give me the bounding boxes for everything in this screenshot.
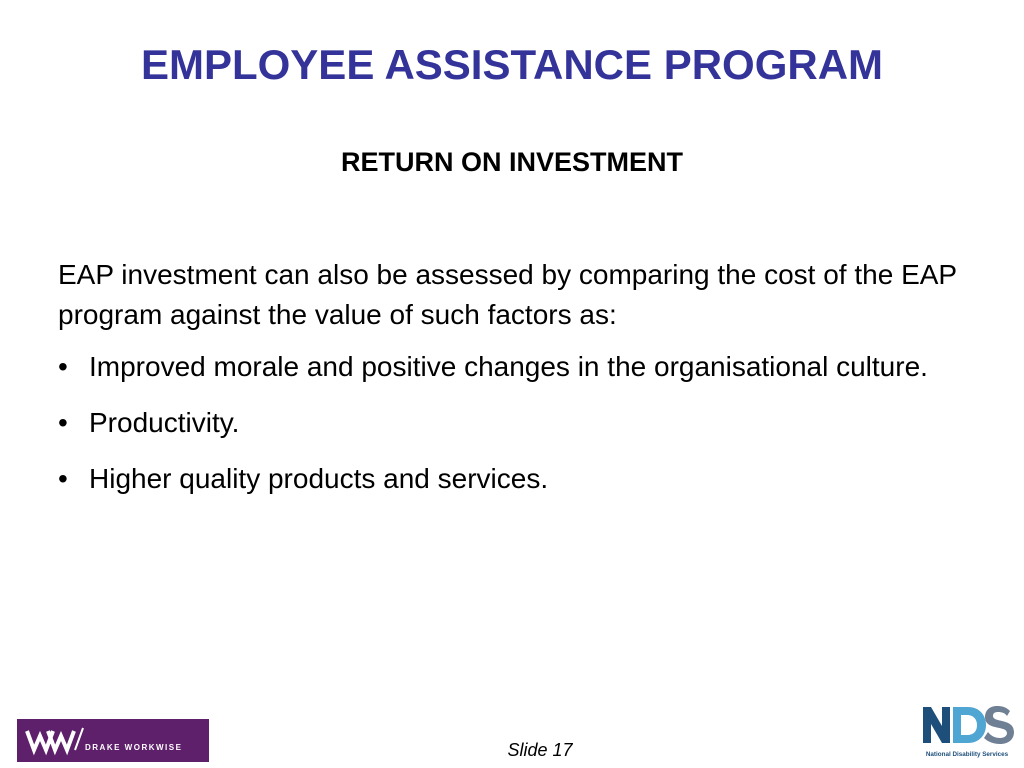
bullet-list bbox=[58, 347, 968, 499]
drake-workwise-logo bbox=[17, 719, 209, 762]
nds-n-mark bbox=[923, 707, 950, 743]
slide-title: EMPLOYEE ASSISTANCE PROGRAM bbox=[140, 41, 884, 88]
drake-workwise-logo-text: DRAKE WORKWISE bbox=[85, 743, 183, 752]
nds-s-mark bbox=[984, 706, 1014, 744]
bullet-text: Improved morale and positive changes in the organisational culture. bbox=[89, 351, 928, 382]
bullet-item bbox=[58, 459, 968, 499]
bullet-marker: • bbox=[58, 463, 68, 494]
nds-logo-graphic bbox=[918, 703, 1016, 761]
slide-body bbox=[58, 255, 968, 515]
slide-subtitle: RETURN ON INVESTMENT bbox=[340, 147, 683, 177]
bullet-text: Productivity. bbox=[89, 407, 240, 438]
bullet-marker: • bbox=[58, 407, 68, 438]
bullet-item bbox=[58, 403, 968, 443]
intro-paragraph: EAP investment can also be assessed by comparing the cost of the EAP program against the value of such factors as: bbox=[58, 259, 957, 330]
nds-logo bbox=[918, 703, 1016, 761]
bullet-text: Higher quality products and services. bbox=[89, 463, 549, 494]
nds-logo-text: National Disability Services bbox=[925, 751, 1009, 758]
bullet-marker: • bbox=[58, 351, 68, 382]
drake-workwise-logo-graphic bbox=[17, 719, 209, 762]
bullet-item bbox=[58, 347, 968, 387]
slide-number: Slide 17 bbox=[507, 740, 573, 760]
